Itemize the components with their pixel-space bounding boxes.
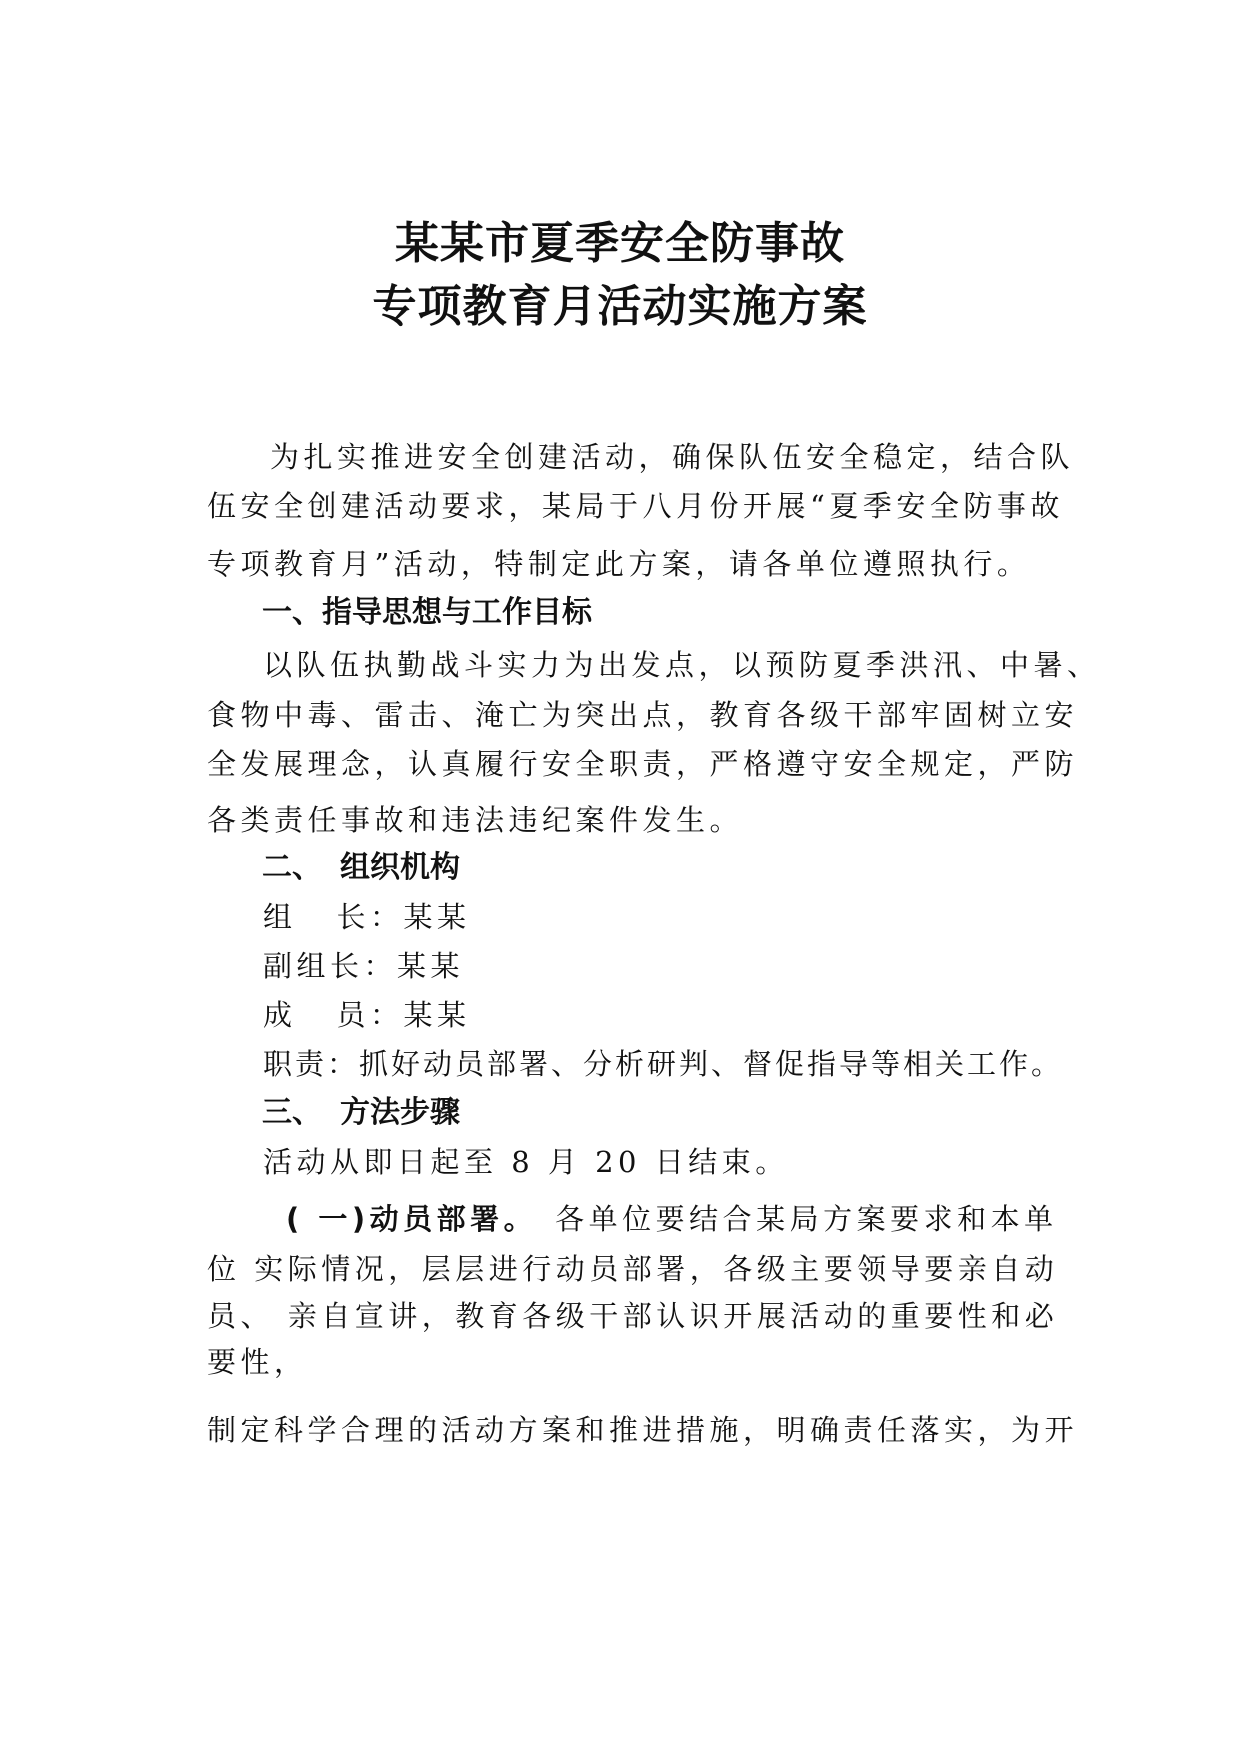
org-deputy-line: 副组长：某某	[263, 949, 465, 983]
section1-line: 以队伍执勤战斗实力为出发点，以预防夏季洪汛、中暑、	[263, 648, 1101, 682]
section1-line: 各类责任事故和违法违纪案件发生。	[207, 803, 744, 837]
section1-line: 全发展理念，认真履行安全职责，严格遵守安全规定，严防	[207, 747, 1079, 781]
document-title-line1: 某某市夏季安全防事故	[395, 218, 845, 269]
section-heading-3	[262, 1095, 460, 1130]
step1-line: 制定科学合理的活动方案和推进措施，明确责任落实，为开	[207, 1413, 1079, 1447]
section3-timeline: 活动从即日起至 8 月 20 日结束。	[263, 1145, 789, 1179]
document-title-line2: 专项教育月活动实施方案	[372, 281, 868, 332]
org-leader-label-a: 组	[263, 900, 297, 934]
section2-heading-number: 二、	[262, 850, 322, 885]
org-leader-line	[263, 900, 471, 934]
step1-line: 位 实际情况，层层进行动员部署，各级主要领导要亲自动	[207, 1252, 1059, 1286]
section3-heading-number: 三、	[262, 1095, 322, 1130]
step1-title: ( 一)动员部署。	[286, 1202, 538, 1236]
step1-line1-text: 各单位要结合某局方案要求和本单	[555, 1202, 1058, 1236]
org-duty-line: 职责：抓好动员部署、分析研判、督促指导等相关工作。	[263, 1047, 1064, 1081]
org-member-line	[263, 998, 471, 1032]
intro-line: 专项教育月”活动，特制定此方案，请各单位遵照执行。	[207, 547, 1031, 581]
org-leader-label-b: 长：	[336, 900, 404, 934]
intro-line: 为扎实推进安全创建活动，确保队伍安全稳定，结合队	[270, 440, 1075, 474]
section3-heading-text: 方法步骤	[340, 1095, 460, 1130]
org-member-label-a: 成	[263, 998, 297, 1032]
step1-line	[286, 1202, 1058, 1236]
step1-line: 员、 亲自宣讲，教育各级干部认识开展活动的重要性和必	[207, 1299, 1059, 1333]
step1-line: 要性，	[207, 1345, 308, 1379]
org-leader-name: 某某	[403, 900, 471, 934]
org-member-label-b: 员：	[336, 998, 404, 1032]
intro-line: 伍安全创建活动要求，某局于八月份开展“夏季安全防事故	[207, 489, 1064, 523]
section-heading-1: 一、指导思想与工作目标	[262, 595, 592, 630]
section-heading-2	[262, 850, 460, 885]
section1-line: 食物中毒、雷击、淹亡为突出点，教育各级干部牢固树立安	[207, 698, 1079, 732]
org-member-name: 某某	[403, 998, 471, 1032]
section2-heading-text: 组织机构	[340, 850, 460, 885]
